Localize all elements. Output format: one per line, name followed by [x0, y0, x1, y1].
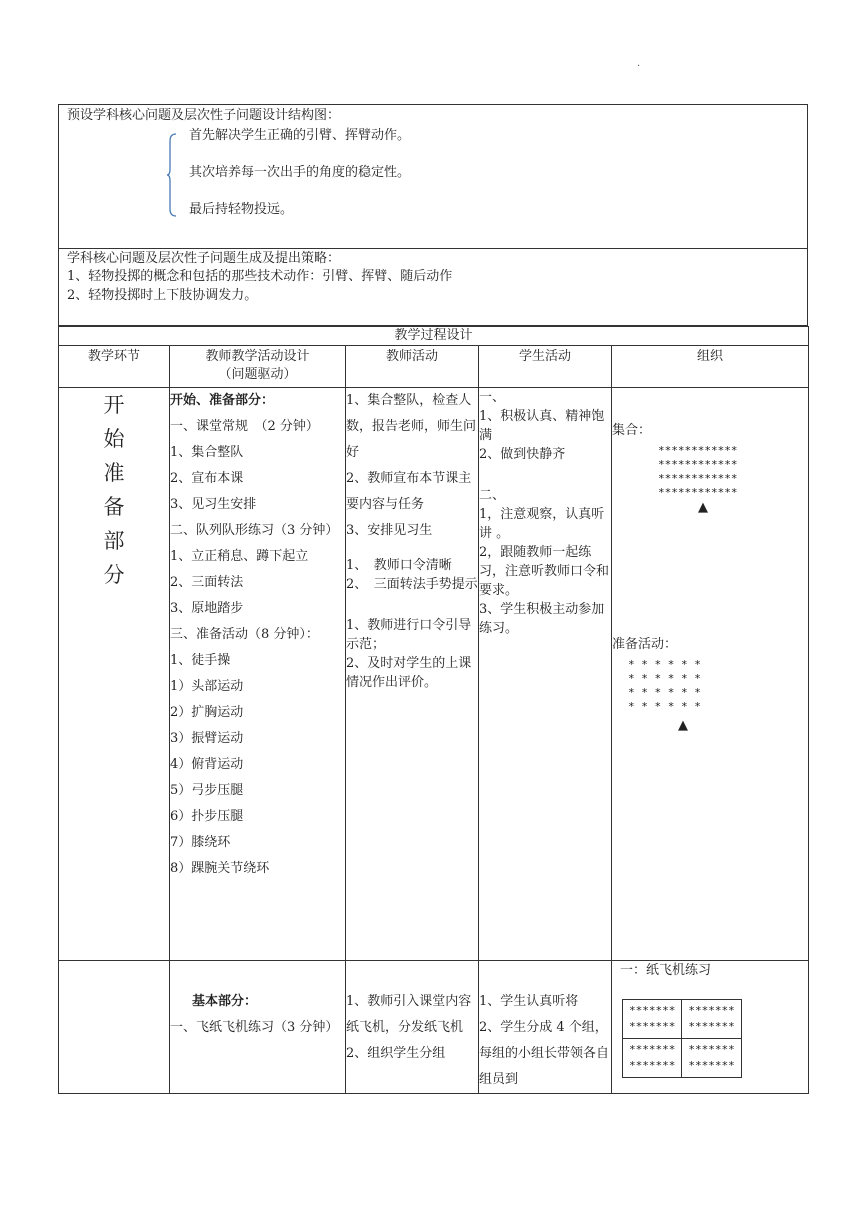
header-stage: 教学环节 — [59, 346, 170, 388]
teacher-line: 2、教师宣布本节课主要内容与任务 — [346, 471, 472, 512]
student-line: 2、学生分成 4 个组，每组的小组长带领各自组员到 — [479, 1020, 610, 1087]
org-cell — [612, 961, 809, 1094]
design-line: 5）弓步压腿 — [170, 783, 244, 798]
design-line: 一、课堂常规 （2 分钟） — [170, 419, 319, 434]
student-line: 3、学生积极主动参加练习。 — [479, 602, 605, 636]
group-cell: ******* ******* — [623, 1039, 682, 1078]
structure-title: 预设学科核心问题及层次性子问题设计结构图： — [67, 108, 341, 123]
teacher-line: 2、组织学生分组 — [346, 1046, 446, 1061]
student-cell — [479, 961, 612, 1094]
student-line: 1、积极认真、精神饱满 — [479, 409, 605, 443]
structure-item-2: 其次培养每一次出手的角度的稳定性。 — [189, 165, 411, 180]
strategy-line-1: 1、轻物投掷的概念和包括的那些技术动作：引臂、挥臂、随后动作 — [67, 269, 453, 284]
design-line: 8）踝腕关节绕环 — [170, 861, 270, 876]
stage-char: 开 — [103, 393, 125, 417]
group-cell: ******* ******* — [682, 1000, 741, 1039]
teacher-line: 1、集合整队，检查人数，报告老师，师生问好 — [346, 393, 477, 460]
header-design-line1: 教师教学活动设计 — [205, 349, 310, 364]
process-table — [58, 326, 809, 1094]
header-dot: . — [637, 58, 641, 69]
group-cell: ******* ******* — [623, 1000, 682, 1039]
stage-char: 始 — [103, 427, 125, 451]
design-cell — [170, 388, 346, 961]
design-line: 4）俯背运动 — [170, 757, 244, 772]
strategy-line-2: 2、轻物投掷时上下肢协调发力。 — [67, 288, 258, 303]
strategy-title: 学科核心问题及层次性子问题生成及提出策略： — [67, 251, 341, 266]
stage-cell-empty — [59, 961, 170, 1094]
org-cell — [612, 388, 809, 961]
table-row — [59, 388, 809, 961]
design-line: 一、飞纸飞机练习（3 分钟） — [170, 1020, 339, 1035]
stage-cell — [59, 388, 170, 961]
group-grid — [622, 999, 742, 1078]
student-cell — [479, 388, 612, 961]
design-line: 二、队列队形练习（3 分钟） — [170, 523, 339, 538]
teacher-triangle-icon: ▲ — [698, 500, 708, 515]
student-line: 1，注意观察，认真听讲 。 — [479, 507, 605, 541]
teacher-line: 1、教师进行口令引导示范； — [346, 618, 472, 652]
structure-item-3: 最后持轻物投远。 — [189, 202, 294, 217]
org-title: 一：纸飞机练习 — [620, 963, 712, 978]
stage-char: 部 — [103, 529, 125, 553]
stage-char: 准 — [103, 461, 125, 485]
org-gather-label: 集合： — [612, 423, 652, 438]
design-line: 1）头部运动 — [170, 679, 244, 694]
design-line: 7）膝绕环 — [170, 835, 231, 850]
student-line: 2，跟随教师一起练习，注意听教师口令和要求。 — [479, 545, 610, 598]
teacher-line: 1、教师引入课堂内容纸飞机，分发纸飞机 — [346, 994, 472, 1035]
prep-formation: * * * * * * * * * * * * * * * * * * * * * * * * — [628, 658, 701, 713]
design-line: 3、原地踏步 — [170, 601, 244, 616]
teacher-cell — [346, 388, 479, 961]
design-line: 1、徒手操 — [170, 653, 231, 668]
teacher-line: 1、 教师口令清晰 — [346, 558, 452, 573]
student-line: 一、 — [479, 390, 506, 405]
process-title: 教学过程设计 — [59, 327, 809, 346]
student-line: 1、学生认真听将 — [479, 994, 579, 1009]
design-line: 3、见习生安排 — [170, 497, 257, 512]
stage-char: 分 — [103, 563, 125, 587]
design-line: 2）扩胸运动 — [170, 705, 244, 720]
teacher-line: 2、 三面转法手势提示 — [346, 577, 478, 592]
teacher-line: 2、及时对学生的上课情况作出评价。 — [346, 656, 472, 690]
table-row — [59, 961, 809, 1094]
header-org: 组织 — [612, 346, 809, 388]
design-line: 三、准备活动（8 分钟）： — [170, 627, 319, 642]
strategy-box — [58, 247, 808, 326]
stage-char: 备 — [103, 495, 125, 519]
design-line: 3）振臂运动 — [170, 731, 244, 746]
header-teacher: 教师活动 — [346, 346, 479, 388]
teacher-triangle-icon: ▲ — [678, 718, 688, 733]
design-line: 6）扑步压腿 — [170, 809, 244, 824]
design-line: 1、集合整队 — [170, 445, 244, 460]
design-line: 2、三面转法 — [170, 575, 244, 590]
org-prep-label: 准备活动： — [612, 637, 678, 652]
header-design — [170, 346, 346, 388]
design-cell — [170, 961, 346, 1094]
brace-icon — [167, 133, 177, 217]
header-design-line2: （问题驱动） — [218, 367, 297, 382]
header-student: 学生活动 — [479, 346, 612, 388]
structure-box — [58, 104, 808, 249]
design-line: 1、立正稍息、蹲下起立 — [170, 549, 309, 564]
gather-formation: ************ ************ ************ ************ — [658, 444, 738, 499]
student-line: 2、做到快静齐 — [479, 447, 566, 462]
design-head: 基本部分： — [192, 994, 258, 1009]
structure-item-1: 首先解决学生正确的引臂、挥臂动作。 — [189, 128, 411, 143]
student-line: 二、 — [479, 488, 506, 503]
teacher-line: 3、安排见习生 — [346, 523, 433, 538]
design-head: 开始、准备部分： — [170, 393, 275, 408]
design-line: 2、宣布本课 — [170, 471, 244, 486]
teacher-cell — [346, 961, 479, 1094]
group-cell: ******* ******* — [682, 1039, 741, 1078]
